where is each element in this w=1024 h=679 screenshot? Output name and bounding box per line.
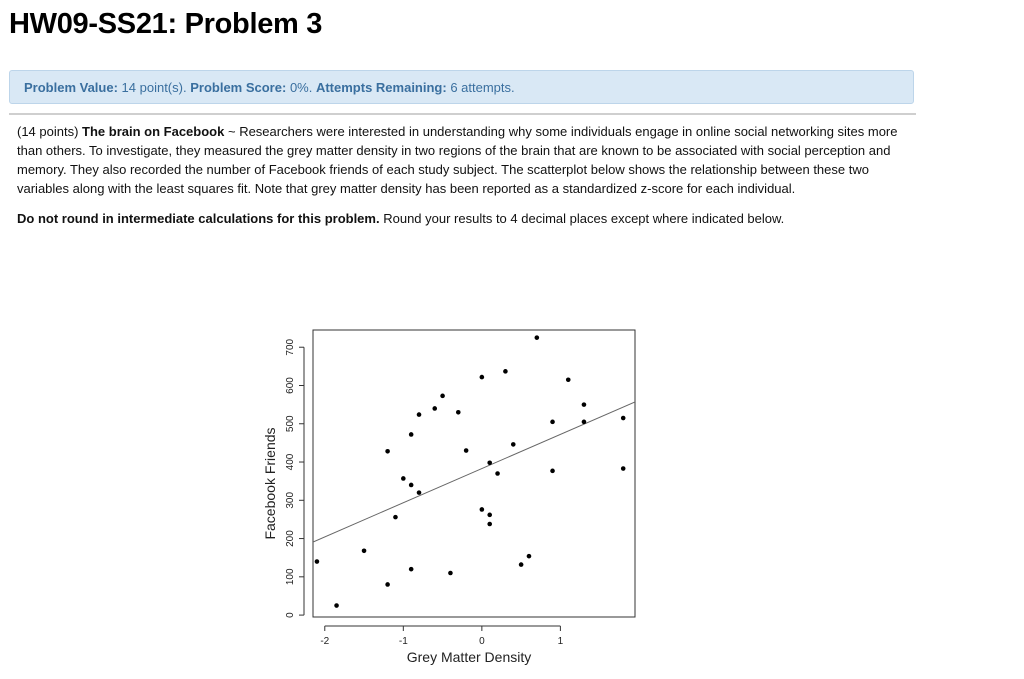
y-tick-label: 600 xyxy=(285,377,296,394)
problem-heading: The brain on Facebook xyxy=(82,124,225,139)
scatter-point xyxy=(409,567,414,572)
scatter-point xyxy=(495,471,500,476)
problem-status-bar xyxy=(9,70,914,104)
problem-score: 0%. xyxy=(289,80,313,95)
y-tick-label: 500 xyxy=(285,415,296,433)
scatter-plot xyxy=(255,320,655,672)
scatter-point xyxy=(480,375,485,380)
x-tick-label: 1 xyxy=(557,636,564,647)
scatter-point xyxy=(315,559,320,564)
scatter-point xyxy=(511,442,516,447)
scatter-point xyxy=(487,522,492,527)
scatter-point xyxy=(550,420,555,425)
problem-description xyxy=(17,122,902,198)
problem-score-label: Problem Score: xyxy=(190,80,287,95)
divider xyxy=(9,113,916,115)
y-tick-label: 400 xyxy=(285,453,296,471)
scatter-point xyxy=(621,466,626,471)
problem-value-label: Problem Value: xyxy=(24,80,118,95)
scatter-point xyxy=(456,410,461,415)
instruction-rest: Round your results to 4 decimal places except where indicated below. xyxy=(383,211,785,226)
y-tick-label: 100 xyxy=(285,568,296,586)
scatter-point xyxy=(519,562,524,567)
scatter-point xyxy=(550,469,555,474)
attempts-remaining-label: Attempts Remaining: xyxy=(315,80,447,95)
problem-value: 14 point(s). xyxy=(121,80,187,95)
x-tick-label: -2 xyxy=(320,636,330,647)
problem-points: (14 points) xyxy=(17,124,79,139)
scatter-point xyxy=(409,483,414,488)
scatter-point xyxy=(503,369,508,374)
scatter-point xyxy=(464,448,469,453)
scatter-point xyxy=(393,515,398,520)
scatter-point xyxy=(362,548,367,553)
scatter-point xyxy=(487,460,492,465)
instruction-bold: Do not round in intermediate calculations for this problem. xyxy=(17,211,380,226)
scatter-point xyxy=(487,513,492,518)
attempts-remaining: 6 attempts. xyxy=(450,80,515,95)
y-tick-label: 300 xyxy=(285,491,296,509)
scatter-point xyxy=(621,416,626,421)
scatter-point xyxy=(417,490,422,495)
scatter-point xyxy=(334,603,339,608)
y-tick-label: 700 xyxy=(285,338,296,356)
scatter-point xyxy=(535,335,540,340)
page-title: HW09-SS21: Problem 3 xyxy=(9,8,323,40)
problem-instructions xyxy=(17,209,902,228)
problem-body: Researchers were interested in understanding why some individuals engage in online social networking sites more than others. To investigate, they measured the grey matter density in two regions of the brain that are known to be associated with social perception and memory. They also recorded the number of Facebook friends of each study subject. The scatterplot below shows the relationship between these two variables along with the least squares fit. Note that grey matter density has been reported as a standardized z-score for each individual. xyxy=(17,124,898,196)
scatter-point xyxy=(480,507,485,512)
scatter-point xyxy=(582,420,587,425)
y-tick-label: 0 xyxy=(285,612,296,618)
scatter-point xyxy=(385,582,390,587)
scatter-point xyxy=(527,554,532,559)
y-axis-title: Facebook Friends xyxy=(262,427,278,540)
scatter-point xyxy=(432,406,437,411)
scatter-point xyxy=(566,377,571,382)
y-tick-label: 200 xyxy=(285,530,296,547)
scatter-point xyxy=(440,394,445,399)
problem-text xyxy=(17,122,902,239)
scatter-point xyxy=(401,476,406,481)
scatter-point xyxy=(385,449,390,454)
x-tick-label: -1 xyxy=(398,636,408,647)
scatter-point xyxy=(582,402,587,407)
x-axis-title: Grey Matter Density xyxy=(406,649,532,665)
problem-tilde: ~ xyxy=(227,124,236,139)
scatter-point xyxy=(417,412,422,417)
plot-frame xyxy=(313,330,635,617)
x-tick-label: 0 xyxy=(479,636,485,647)
scatter-point xyxy=(409,432,414,437)
scatter-point xyxy=(448,571,453,576)
